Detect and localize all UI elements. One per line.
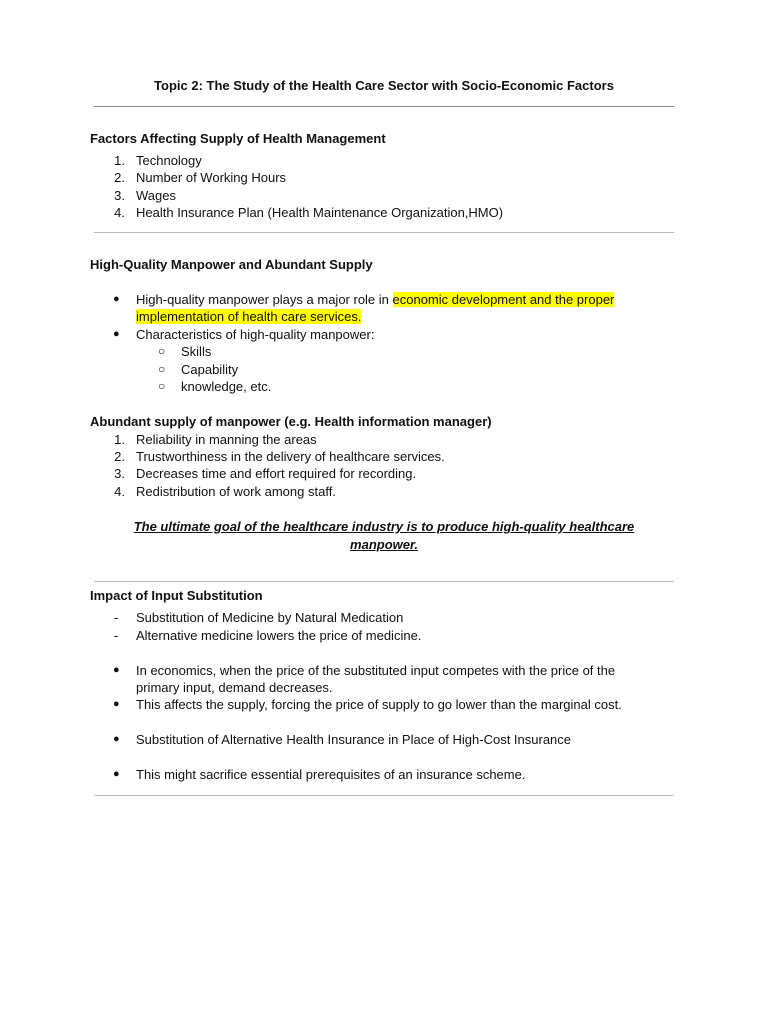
section-divider [94,581,674,582]
bullet-text-supply-price: This affects the supply, forcing the price of supply to go lower than the marginal cost. [136,697,622,712]
list-number: 3. [114,188,125,203]
section-divider [94,795,674,796]
bullet-text-economics: In economics, when the price of the substituted input competes with the price of the [136,663,616,678]
sub-list-item: knowledge, etc. [181,379,272,394]
circle-glyph: ○ [158,362,166,376]
bullet-glyph: ● [113,293,120,305]
bullet-text-plain: High-quality manpower plays a major role in [136,292,393,307]
bullet-text-manpower-role-cont [136,309,361,324]
list-number: 4. [114,484,125,499]
list-item: Redistribution of work among staff. [136,484,336,499]
highlighted-text: implementation of health care services. [136,309,362,324]
list-item: Decreases time and effort required for recording. [136,466,417,481]
title-divider [94,106,674,107]
list-item: Number of Working Hours [136,170,287,185]
section-heading-manpower: High-Quality Manpower and Abundant Supply [90,257,373,272]
dash-glyph: - [114,628,119,643]
circle-glyph: ○ [158,344,166,358]
section-heading-supply-factors: Factors Affecting Supply of Health Management [90,131,386,146]
sub-list-item: Capability [181,362,239,377]
bullet-text-economics-cont: primary input, demand decreases. [136,680,333,695]
list-item: Wages [136,188,176,203]
dash-item: Alternative medicine lowers the price of medicine. [136,628,422,643]
bullet-glyph: ● [113,768,120,780]
goal-statement: The ultimate goal of the healthcare industry is to produce high-quality healthcare [133,519,635,534]
goal-statement-cont: manpower. [350,537,418,552]
list-number: 2. [114,170,125,185]
bullet-text-characteristics: Characteristics of high-quality manpower: [136,327,375,342]
bullet-glyph: ● [113,698,120,710]
list-item: Health Insurance Plan (Health Maintenance Organization,HMO) [136,205,504,220]
page-title: Topic 2: The Study of the Health Care Sector with Socio-Economic Factors [154,78,614,93]
list-number: 1. [114,153,125,168]
dash-item: Substitution of Medicine by Natural Medication [136,610,404,625]
sub-list-item: Skills [181,344,212,359]
bullet-text-manpower-role [136,292,614,307]
bullet-text-alt-insurance: Substitution of Alternative Health Insurance in Place of High-Cost Insurance [136,732,572,747]
list-number: 4. [114,205,125,220]
list-number: 1. [114,432,125,447]
bullet-text-insurance-sacrifice: This might sacrifice essential prerequisites of an insurance scheme. [136,767,526,782]
bullet-glyph: ● [113,328,120,340]
section-heading-abundant-supply: Abundant supply of manpower (e.g. Health information manager) [90,414,492,429]
dash-glyph: - [114,610,119,625]
list-number: 3. [114,466,125,481]
bullet-glyph: ● [113,733,120,745]
bullet-glyph: ● [113,664,120,676]
highlighted-text: economic development and the proper [392,292,615,307]
section-divider [94,232,674,233]
list-item: Reliability in manning the areas [136,432,317,447]
list-item: Technology [136,153,202,168]
list-number: 2. [114,449,125,464]
section-heading-input-substitution: Impact of Input Substitution [90,588,263,603]
list-item: Trustworthiness in the delivery of healthcare services. [136,449,445,464]
circle-glyph: ○ [158,379,166,393]
